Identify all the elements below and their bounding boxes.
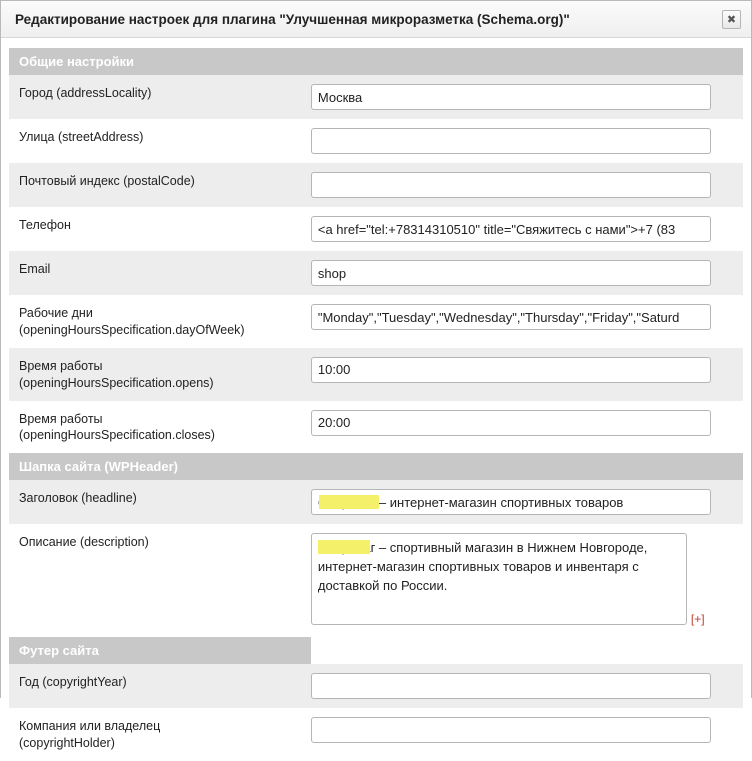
field-row-email (9, 251, 743, 295)
street-input[interactable] (311, 128, 711, 154)
label-days-line1: Рабочие дни (19, 306, 93, 320)
label-street: Улица (streetAddress) (9, 119, 311, 163)
section-footer-fill (311, 637, 743, 664)
settings-form (9, 48, 743, 761)
phone-input[interactable] (311, 216, 711, 242)
dialog-content (1, 38, 751, 761)
days-input[interactable] (311, 304, 711, 330)
field-row-opens (9, 348, 743, 401)
section-header-footer (9, 637, 743, 664)
field-row-holder (9, 708, 743, 761)
close-icon[interactable]: ✖ (722, 10, 741, 29)
label-closes (9, 401, 311, 454)
label-email: Email (9, 251, 311, 295)
headline-input-wrap (311, 489, 711, 515)
label-holder (9, 708, 311, 761)
label-opens (9, 348, 311, 401)
description-expand-link[interactable]: [+] (690, 612, 705, 627)
section-header-site-header (9, 453, 743, 480)
field-row-headline (9, 480, 743, 524)
description-input-wrap (311, 533, 687, 628)
section-label-site-header: Шапка сайта (WPHeader) (9, 453, 743, 480)
field-row-postal (9, 163, 743, 207)
dialog-title: Редактирование настроек для плагина "Улучшенная микроразметка (Schema.org)" (15, 11, 570, 27)
label-opens-line2: (openingHoursSpecification.opens) (19, 375, 214, 390)
field-row-street (9, 119, 743, 163)
label-city: Город (addressLocality) (9, 75, 311, 119)
field-row-phone (9, 207, 743, 251)
dialog-titlebar (1, 1, 751, 38)
field-row-description (9, 524, 743, 637)
opens-input[interactable] (311, 357, 711, 383)
label-description: Описание (description) (9, 524, 311, 637)
label-headline: Заголовок (headline) (9, 480, 311, 524)
label-days-line2: (openingHoursSpecification.dayOfWeek) (19, 322, 245, 337)
field-row-days (9, 295, 743, 348)
headline-input[interactable] (311, 489, 711, 515)
label-closes-line1: Время работы (19, 411, 103, 426)
label-holder-line2: (copyrightHolder) (19, 736, 115, 751)
holder-input[interactable] (311, 717, 711, 743)
section-label-footer: Футер сайта (9, 637, 311, 664)
label-opens-line1: Время работы (19, 358, 103, 373)
email-input[interactable] (311, 260, 711, 286)
label-postal: Почтовый индекс (postalCode) (9, 163, 311, 207)
label-closes-line2: (openingHoursSpecification.closes) (19, 428, 215, 443)
year-input[interactable] (311, 673, 711, 699)
closes-input[interactable] (311, 410, 711, 436)
city-input[interactable] (311, 84, 711, 110)
section-label-general: Общие настройки (9, 48, 743, 75)
description-textarea[interactable] (311, 533, 687, 625)
label-year: Год (copyrightYear) (9, 664, 311, 708)
label-holder-line1: Компания или владелец (19, 719, 161, 734)
label-days (9, 295, 311, 348)
field-row-city (9, 75, 743, 119)
label-phone: Телефон (9, 207, 311, 251)
field-row-year (9, 664, 743, 708)
section-header-general (9, 48, 743, 75)
postal-input[interactable] (311, 172, 711, 198)
field-row-closes (9, 401, 743, 454)
